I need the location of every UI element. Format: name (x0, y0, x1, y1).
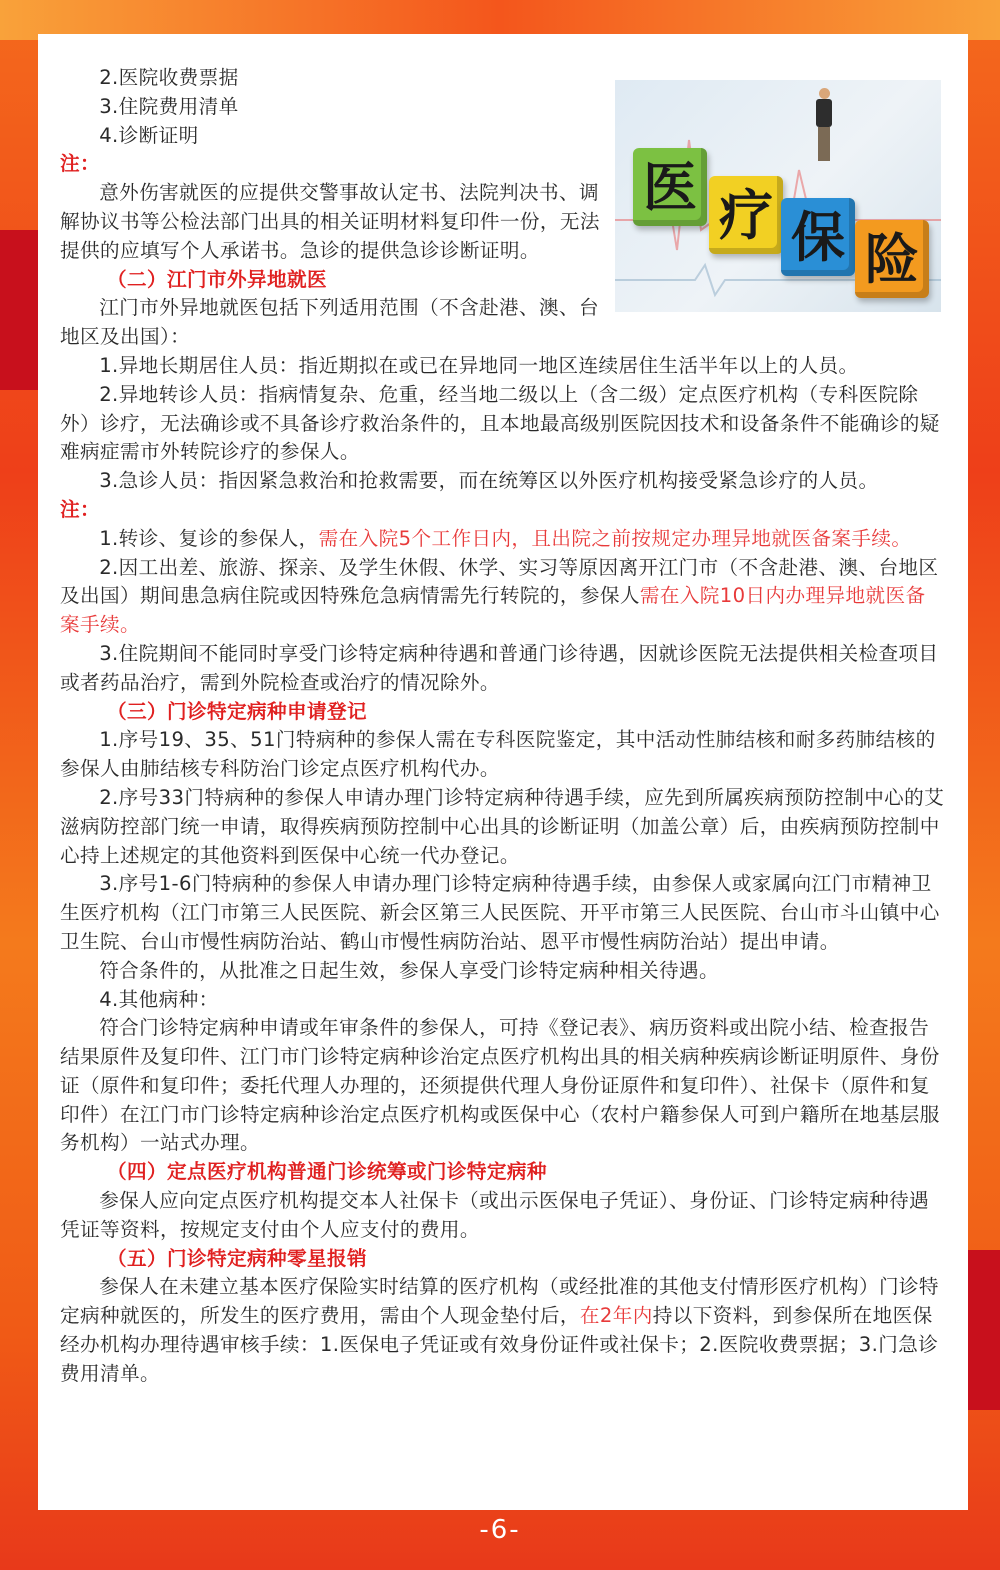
page-number: -6- (479, 1515, 521, 1545)
note-label: 注： (60, 497, 100, 521)
paragraph: 符合门诊特定病种申请或年审条件的参保人，可持《登记表》、病历资料或出院小结、检查报告结果原件及复印件、江门市门诊特定病种诊治定点医疗机构出具的相关病种疾病诊断证明原件、身份证（原件和复印件；委托代理人办理的，还须提供代理人身份证原件和复印件）、社保卡（原件和复印件）在江门市门诊特定病种诊治定点医疗机构或医保中心（农村户籍参保人可到户籍所在地基层服务机构）一站式办理。 (60, 1016, 940, 1155)
paragraph (60, 1273, 945, 1388)
highlight-text: 需在入院5个工作日内，且出院之前按规定办理异地就医备案手续。 (318, 526, 912, 550)
note-item: 3.住院期间不能同时享受门诊特定病种待遇和普通门诊待遇，因就诊医院无法提供相关检查项目或者药品治疗，需到外院检查或治疗的情况除外。 (60, 641, 939, 694)
highlight-text: 在2年内 (579, 1304, 653, 1328)
note-item (60, 525, 945, 554)
paragraph: 江门市外异地就医包括下列适用范围（不含赴港、澳、台地区及出国）： (60, 296, 600, 349)
block-xian: 险 (855, 220, 929, 298)
list-item: 1.序号19、35、51门特病种的参保人需在专科医院鉴定，其中活动性肺结核和耐多药肺结核的参保人由肺结核专科防治门诊定点医疗机构代办。 (60, 728, 936, 781)
background-decoration (0, 230, 40, 390)
list-item: 2.医院收费票据 (99, 66, 239, 89)
block-yi: 医 (633, 148, 707, 226)
note-label: 注： (60, 152, 100, 176)
block-liao: 疗 (709, 176, 783, 254)
list-item: 3.住院费用清单 (99, 94, 239, 118)
highlight-text: 需在入院10日内办理异地就医备案手续。 (60, 584, 926, 637)
paragraph-text: 持以下资料，到参保所在地医保经办机构办理待遇审核手续：1.医保电子凭证或有效身份证件或社保卡；2.医院收费票据；3.门急诊费用清单。 (60, 1304, 939, 1385)
section-heading: （二）江门市外异地就医 (107, 267, 327, 291)
list-item: 3.序号1-6门特病种的参保人申请办理门诊特定病种待遇手续，由参保人或家属向江门市精神卫生医疗机构（江门市第三人民医院、新会区第三人民医院、开平市第三人民医院、台山市斗山镇中心卫生院、台山市慢性病防治站、鹤山市慢性病防治站、恩平市慢性病防治站）提出申请。 (60, 872, 940, 953)
list-item: 4.其他病种： (99, 987, 219, 1011)
note-item (60, 554, 945, 640)
paragraph: 符合条件的，从批准之日起生效，参保人享受门诊特定病种相关待遇。 (99, 958, 719, 982)
note-text: 1.转诊、复诊的参保人， (99, 526, 319, 550)
page-panel (38, 34, 968, 1510)
list-item: 4.诊断证明 (99, 123, 199, 147)
note-text: 2.因工出差、旅游、探亲、及学生休假、休学、实习等原因离开江门市（不含赴港、澳、台地区及出国）期间患急病住院或因特殊危急病情需先行转院的，参保人 (60, 555, 939, 608)
document-body (60, 64, 945, 1389)
paragraph: 参保人应向定点医疗机构提交本人社保卡（或出示医保电子凭证）、身份证、门诊特定病种待遇凭证等资料，按规定支付由个人应支付的费用。 (60, 1189, 930, 1241)
section-heading: （五）门诊特定病种零星报销 (107, 1246, 367, 1270)
note-paragraph: 意外伤害就医的应提供交警事故认定书、法院判决书、调解协议书等公检法部门出具的相关证明材料复印件一份，无法提供的应填写个人承诺书。急诊的提供急诊诊断证明。 (60, 181, 600, 262)
list-item: 2.异地转诊人员：指病情复杂、危重，经当地二级以上（含二级）定点医疗机构（专科医院除外）诊疗，无法确诊或不具备诊疗救治条件的，且本地最高级别医院因技术和设备条件不能确诊的疑难病症需市外转院诊疗的参保人。 (60, 382, 940, 464)
paragraph-text: 参保人在未建立基本医疗保险实时结算的医疗机构（或经批准的其他支付情形医疗机构）门诊特定病种就医的，所发生的医疗费用，需由个人现金垫付后， (60, 1275, 939, 1328)
section-heading: （四）定点医疗机构普通门诊统筹或门诊特定病种 (107, 1160, 547, 1184)
list-item: 1.异地长期居住人员：指近期拟在或已在异地同一地区连续居住生活半年以上的人员。 (99, 353, 859, 377)
section-heading: （三）门诊特定病种申请登记 (107, 699, 367, 723)
list-item: 2.序号33门特病种的参保人申请办理门诊特定病种待遇手续，应先到所属疾病预防控制中心的艾滋病防控部门统一申请，取得疾病预防控制中心出具的诊断证明（加盖公章）后，由疾病预防控制中心持上述规定的其他资料到医保中心统一代办登记。 (60, 785, 945, 867)
list-item: 3.急诊人员：指因紧急救治和抢救需要，而在统筹区以外医疗机构接受紧急诊疗的人员。 (99, 469, 879, 493)
block-bao: 保 (781, 198, 855, 276)
